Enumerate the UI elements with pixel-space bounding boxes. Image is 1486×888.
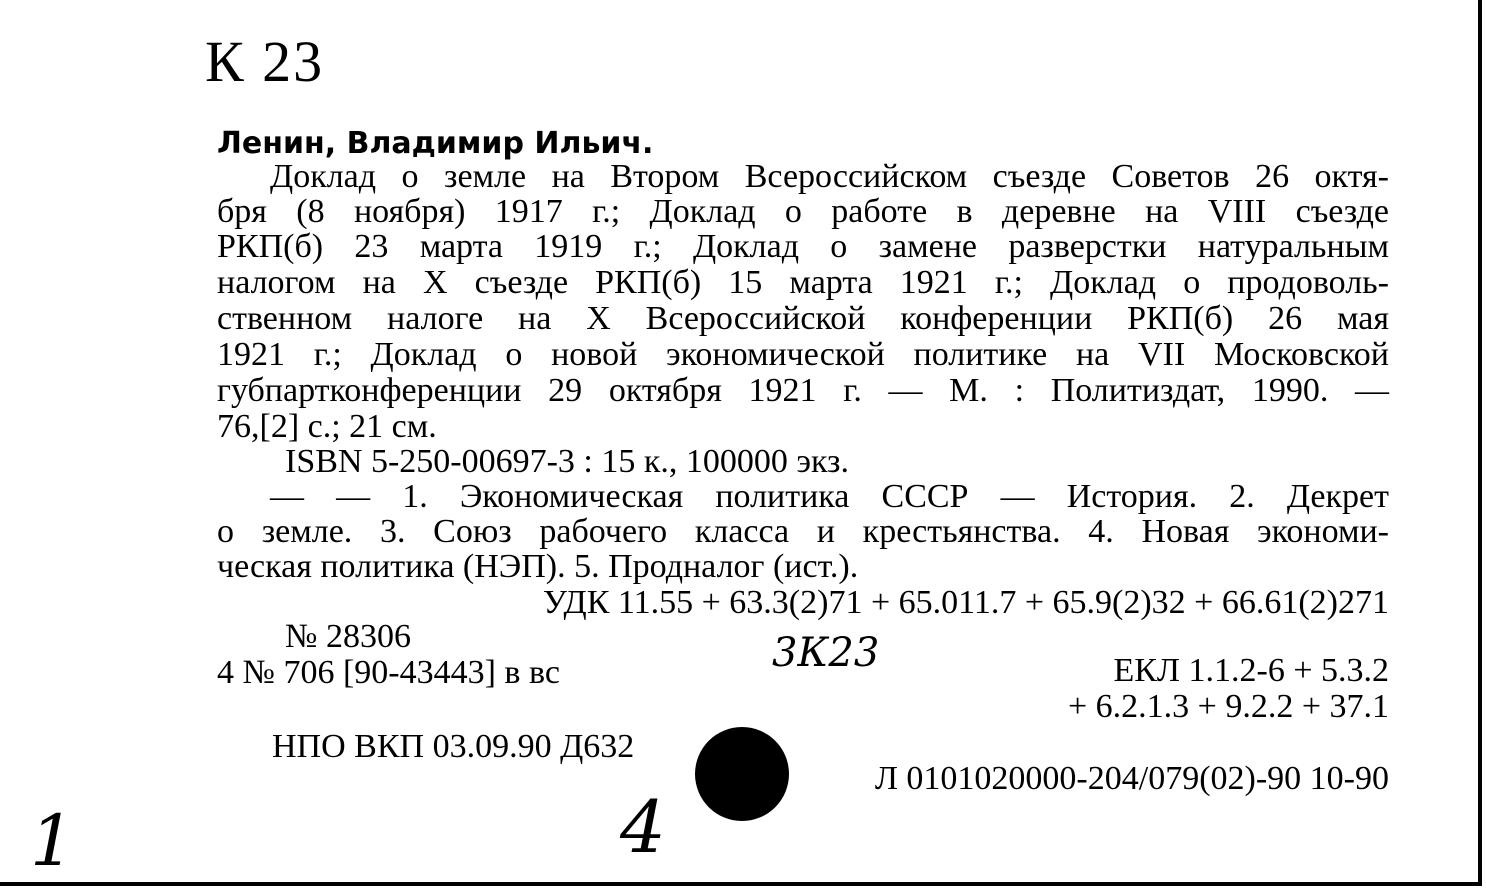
description-line: Доклад о земле на Втором Всероссийском съезде Советов 26 октя- (270, 158, 1389, 195)
description-line: РКП(б) 23 марта 1919 г.; Доклад о замене разверстки натуральным (217, 228, 1389, 265)
isbn-line: ISBN 5-250-00697-3 : 15 к., 100000 экз. (285, 443, 849, 480)
subject-line: о земле. 3. Союз рабочего класса и крестьянства. 4. Новая экономи- (217, 513, 1389, 550)
handwritten-mid-number: 4 (620, 785, 666, 869)
description-line: 1921 г.; Доклад о новой экономической политике на VII Московской (217, 336, 1389, 373)
order-line: 4 № 706 [90-43443] в вс (217, 654, 560, 691)
description-line: губпартконференции 29 октября 1921 г. — М. : Политиздат, 1990. — (217, 372, 1389, 409)
subject-line: — — 1. Экономическая политика СССР — История. 2. Декрет (270, 478, 1389, 515)
npo-line: НПО ВКП 03.09.90 Д632 (272, 728, 635, 765)
description-line: ственном налоге на X Всероссийской конференции РКП(б) 26 мая (217, 300, 1389, 337)
description-line: 76,[2] с.; 21 см. (217, 408, 437, 445)
description-line: налогом на X съезде РКП(б) 15 марта 1921 г.; Доклад о продоволь- (217, 264, 1389, 301)
shelf-code: К 23 (205, 29, 325, 94)
subject-line: ческая политика (НЭП). 5. Продналог (ист.). (217, 548, 859, 585)
description-line: бря (8 ноября) 1917 г.; Доклад о работе в деревне на VIII съезде (217, 193, 1389, 230)
ekl-line-1: ЕКЛ 1.1.2-6 + 5.3.2 (1113, 652, 1389, 689)
punch-hole (695, 727, 789, 821)
index-code: Л 0101020000-204/079(02)-90 10-90 (874, 760, 1389, 797)
author-heading: Ленин, Владимир Ильич. (217, 126, 654, 161)
handwritten-left-number: 1 (30, 800, 75, 882)
card-number: № 28306 (285, 618, 411, 655)
handwritten-code: 3К23 (772, 630, 880, 676)
ekl-line-2: + 6.2.1.3 + 9.2.2 + 37.1 (1067, 688, 1389, 725)
udk-line: УДК 11.55 + 63.3(2)71 + 65.011.7 + 65.9(2)32 + 66.61(2)271 (542, 584, 1389, 621)
